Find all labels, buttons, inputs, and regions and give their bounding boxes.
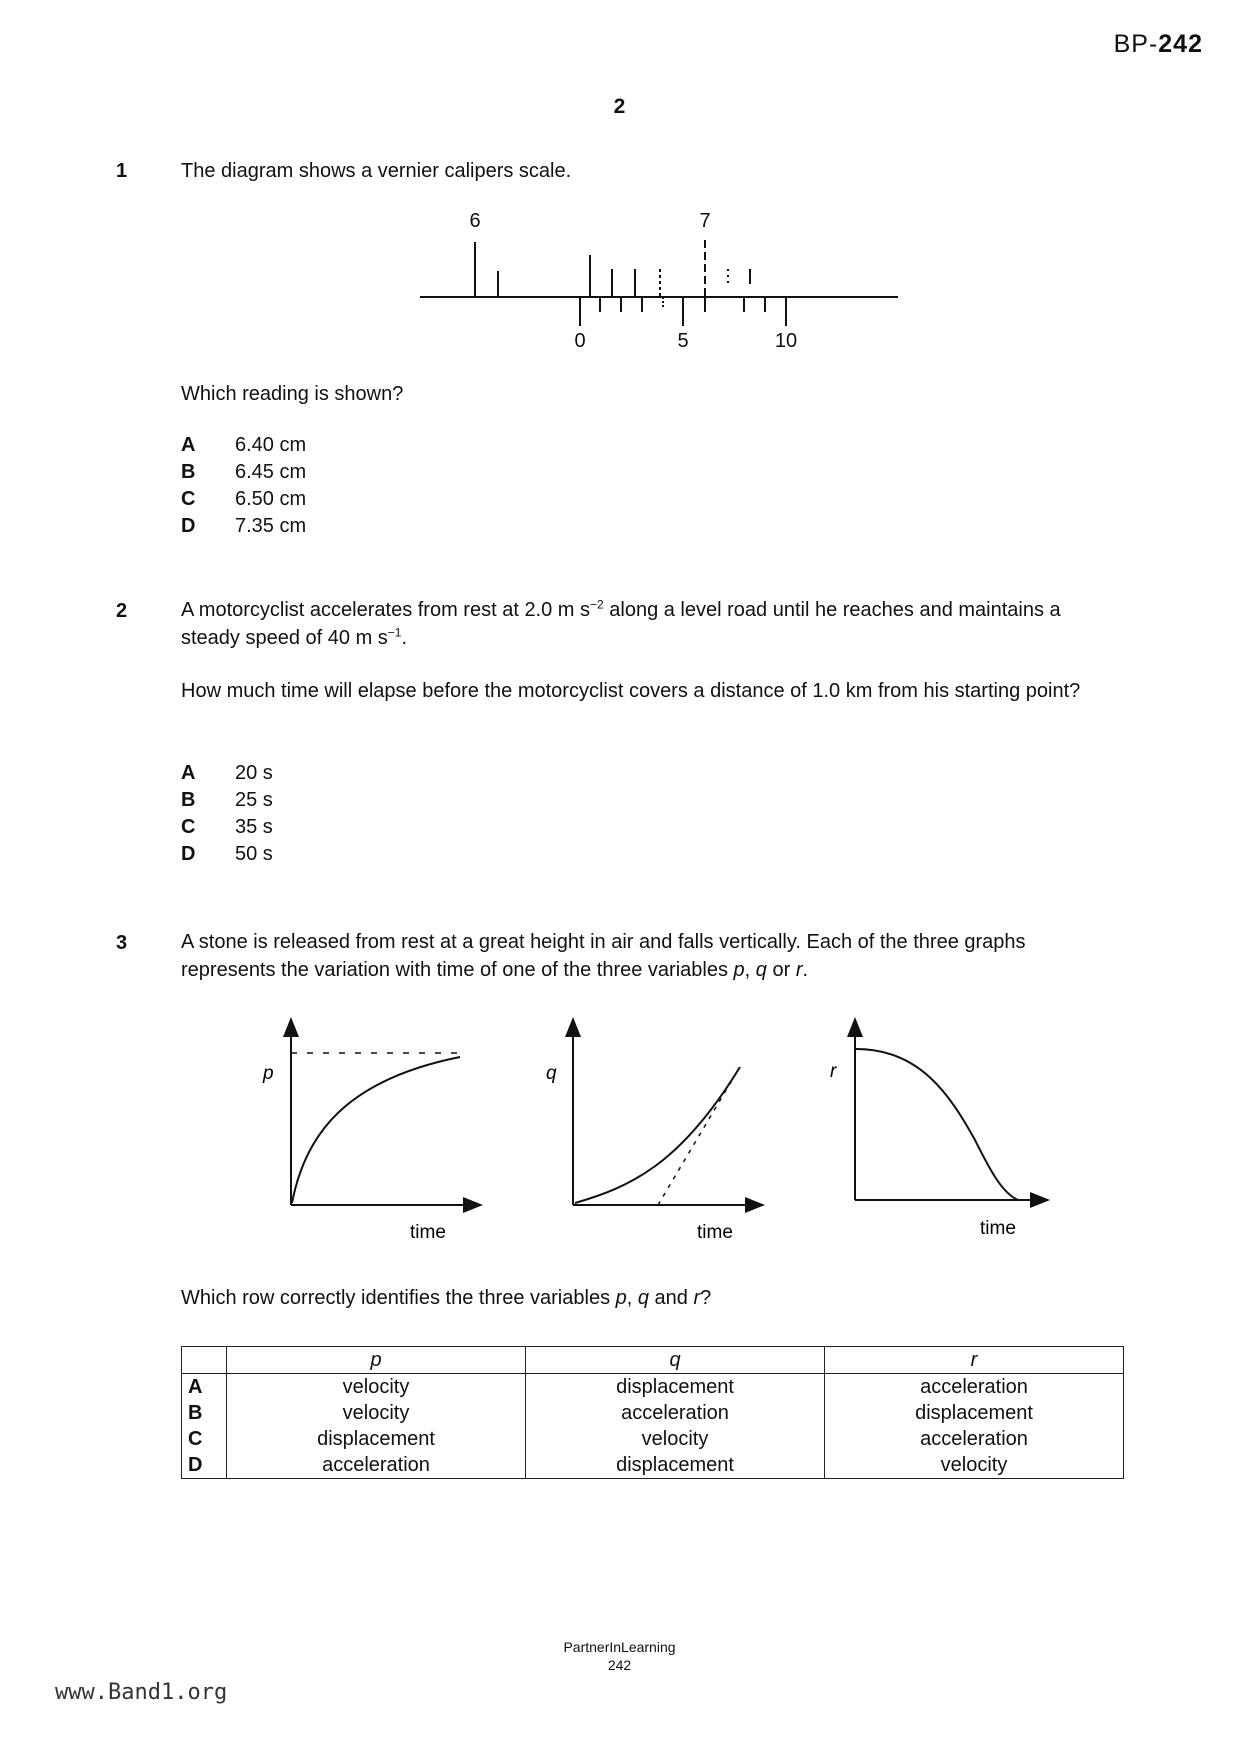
text-segment: .	[401, 627, 408, 649]
paper-code-prefix: BP-	[1113, 30, 1159, 58]
page-footer	[0, 1638, 1239, 1674]
cell-q: velocity	[526, 1426, 825, 1452]
question-1-text: The diagram shows a vernier calipers scale.	[181, 160, 572, 182]
option-letter: B	[181, 789, 196, 811]
cell-q: displacement	[526, 1452, 825, 1479]
question-3-text	[181, 928, 1121, 984]
cell-q: displacement	[526, 1374, 825, 1401]
cell-p: velocity	[227, 1400, 526, 1426]
cell-q: acceleration	[526, 1400, 825, 1426]
variable-r: r	[795, 959, 803, 981]
option-letter: C	[181, 816, 196, 838]
x-label-time: time	[980, 1218, 1016, 1239]
page-number: 2	[613, 95, 626, 118]
row-letter: C	[182, 1426, 227, 1452]
text-segment: ,	[626, 1287, 638, 1309]
row-letter: A	[182, 1374, 227, 1401]
paper-code-number: 242	[1158, 30, 1203, 58]
answer-table	[181, 1346, 1124, 1479]
superscript: −1	[387, 625, 402, 640]
curve-r	[856, 1049, 1018, 1200]
option-text: 6.50 cm	[235, 488, 307, 510]
text-segment: .	[802, 959, 809, 981]
cell-p: acceleration	[227, 1452, 526, 1479]
option-a[interactable]	[181, 760, 273, 787]
graph-r	[810, 1015, 1060, 1255]
option-text: 6.45 cm	[235, 461, 307, 483]
graph-q	[530, 1015, 770, 1255]
text-segment: ?	[700, 1287, 712, 1309]
footer-page-number: 242	[607, 1657, 632, 1673]
option-a[interactable]	[181, 432, 306, 459]
website-watermark[interactable]: www.Band1.org	[55, 1680, 228, 1705]
option-text: 35 s	[235, 816, 273, 838]
header-p: p	[227, 1347, 526, 1374]
option-letter: C	[181, 488, 196, 510]
question-1-options	[181, 432, 306, 540]
option-letter: B	[181, 461, 196, 483]
paper-code	[1114, 30, 1203, 59]
vernier-scale-diagram	[410, 200, 910, 360]
variable-q: q	[637, 1287, 649, 1309]
question-2-number: 2	[116, 600, 128, 622]
row-letter: D	[182, 1452, 227, 1479]
vernier-label-0: 0	[574, 330, 586, 352]
variable-p: p	[733, 959, 745, 981]
main-label-6: 6	[469, 210, 481, 232]
header-r: r	[825, 1347, 1124, 1374]
question-1-number: 1	[116, 160, 128, 182]
table-row-d[interactable]	[182, 1452, 1124, 1479]
text-segment: A motorcyclist accelerates from rest at 2.0 m s	[181, 599, 591, 621]
text-segment: along a level road until he reaches and maintains a steady speed of 40 m s	[181, 599, 1061, 649]
y-label-r: r	[830, 1061, 837, 1082]
cell-r: velocity	[940, 1454, 1008, 1476]
option-letter: A	[181, 762, 196, 784]
text-segment: Which row correctly identifies the three variables	[181, 1287, 616, 1309]
curve-q	[575, 1067, 740, 1203]
curve-p	[292, 1057, 460, 1203]
question-2-text	[181, 596, 1121, 652]
option-letter: A	[181, 434, 196, 456]
question-1-prompt: Which reading is shown?	[181, 383, 404, 405]
option-text: 20 s	[235, 762, 273, 784]
text-segment: and	[649, 1287, 694, 1309]
question-3-prompt	[181, 1284, 1121, 1312]
option-d[interactable]	[181, 841, 273, 868]
y-label-p: p	[263, 1063, 274, 1084]
table-row-c[interactable]	[182, 1426, 1124, 1452]
superscript: −2	[590, 597, 604, 612]
cell-r: displacement	[915, 1402, 1033, 1424]
cell-r: acceleration	[920, 1428, 1028, 1450]
variable-p: p	[615, 1287, 627, 1309]
option-b[interactable]	[181, 787, 273, 814]
graph-p	[245, 1015, 495, 1255]
header-empty	[182, 1347, 227, 1374]
text-segment: A stone is released from rest at a great height in air and falls vertically. Each of the three graphs represents the variation with time of one of the three variables	[181, 931, 1026, 981]
vernier-label-5: 5	[677, 330, 689, 352]
header-q: q	[526, 1347, 825, 1374]
cell-p: displacement	[227, 1426, 526, 1452]
option-text: 25 s	[235, 789, 273, 811]
text-segment: ,	[744, 959, 756, 981]
option-d[interactable]	[181, 513, 306, 540]
vernier-label-10: 10	[774, 330, 798, 352]
option-letter: D	[181, 515, 196, 537]
main-label-7: 7	[699, 210, 711, 232]
publisher-name: PartnerInLearning	[563, 1639, 676, 1655]
y-label-q: q	[546, 1063, 557, 1084]
cell-p: velocity	[227, 1374, 526, 1401]
question-2-prompt: How much time will elapse before the motorcyclist covers a distance of 1.0 km from his starting point?	[181, 680, 1081, 702]
variable-r: r	[693, 1287, 701, 1309]
question-3-number: 3	[116, 932, 128, 954]
option-text: 50 s	[235, 843, 273, 865]
variable-q: q	[755, 959, 767, 981]
table-row-a[interactable]	[182, 1374, 1124, 1401]
cell-r: acceleration	[920, 1376, 1028, 1398]
option-text: 6.40 cm	[235, 434, 307, 456]
text-segment: or	[766, 959, 796, 981]
option-text: 7.35 cm	[235, 515, 307, 537]
option-b[interactable]	[181, 459, 306, 486]
question-2-options	[181, 760, 273, 868]
row-letter: B	[182, 1400, 227, 1426]
x-label-time: time	[697, 1222, 733, 1243]
option-c[interactable]	[181, 486, 306, 513]
table-row-b[interactable]	[182, 1400, 1124, 1426]
x-label-time: time	[410, 1222, 446, 1243]
option-c[interactable]	[181, 814, 273, 841]
option-letter: D	[181, 843, 196, 865]
table-header-row	[182, 1347, 1124, 1374]
